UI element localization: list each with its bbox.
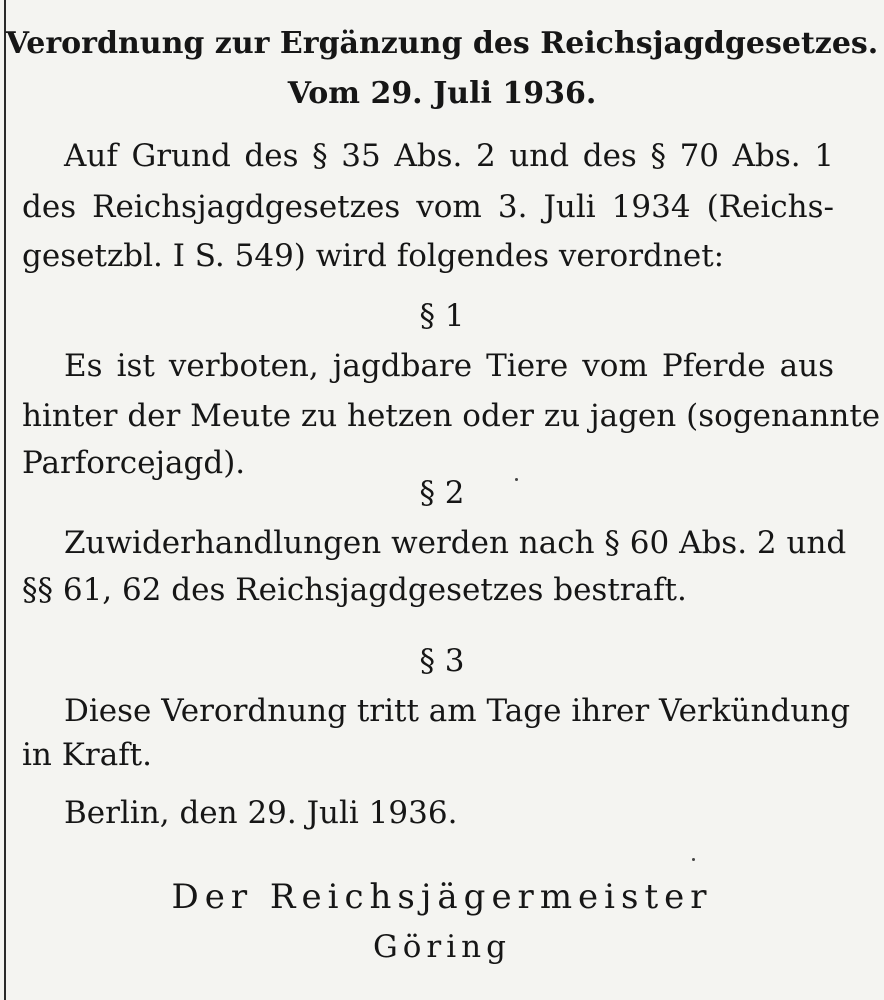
section-2-heading: § 2 xyxy=(419,475,465,511)
section-1-line-3: Parforcejagd). xyxy=(22,445,246,481)
section-2-line-1: Zuwiderhandlungen werden nach § 60 Abs. 2 und xyxy=(64,525,847,561)
section-3-line-2: in Kraft. xyxy=(22,737,152,773)
title-line-1: Verordnung zur Ergänzung des Reichsjagdgesetzes. xyxy=(5,26,879,61)
preamble-line-3: gesetzbl. I S. 549) wird folgendes verordnet: xyxy=(22,238,725,274)
section-3-line-1: Diese Verordnung tritt am Tage ihrer Verkündung xyxy=(64,693,851,729)
signatory-name: Göring xyxy=(373,929,511,965)
section-3-heading: § 3 xyxy=(419,643,465,679)
section-1-heading: § 1 xyxy=(419,298,465,334)
preamble-line-2: des Reichsjagdgesetzes vom 3. Juli 1934 (Reichs- xyxy=(22,189,834,225)
place-date: Berlin, den 29. Juli 1936. xyxy=(64,795,458,831)
signatory-title: Der Reichsjägermeister xyxy=(171,877,713,917)
preamble-line-1: Auf Grund des § 35 Abs. 2 und des § 70 Abs. 1 xyxy=(64,138,834,174)
title-line-2: Vom 29. Juli 1936. xyxy=(287,76,597,111)
print-speck xyxy=(692,858,695,861)
section-1-line-2: hinter der Meute zu hetzen oder zu jagen (sogenannte xyxy=(22,398,881,434)
print-speck xyxy=(515,478,518,481)
section-2-line-2: §§ 61, 62 des Reichsjagdgesetzes bestraft. xyxy=(22,572,687,608)
section-1-line-1: Es ist verboten, jagdbare Tiere vom Pferde aus xyxy=(64,348,834,384)
